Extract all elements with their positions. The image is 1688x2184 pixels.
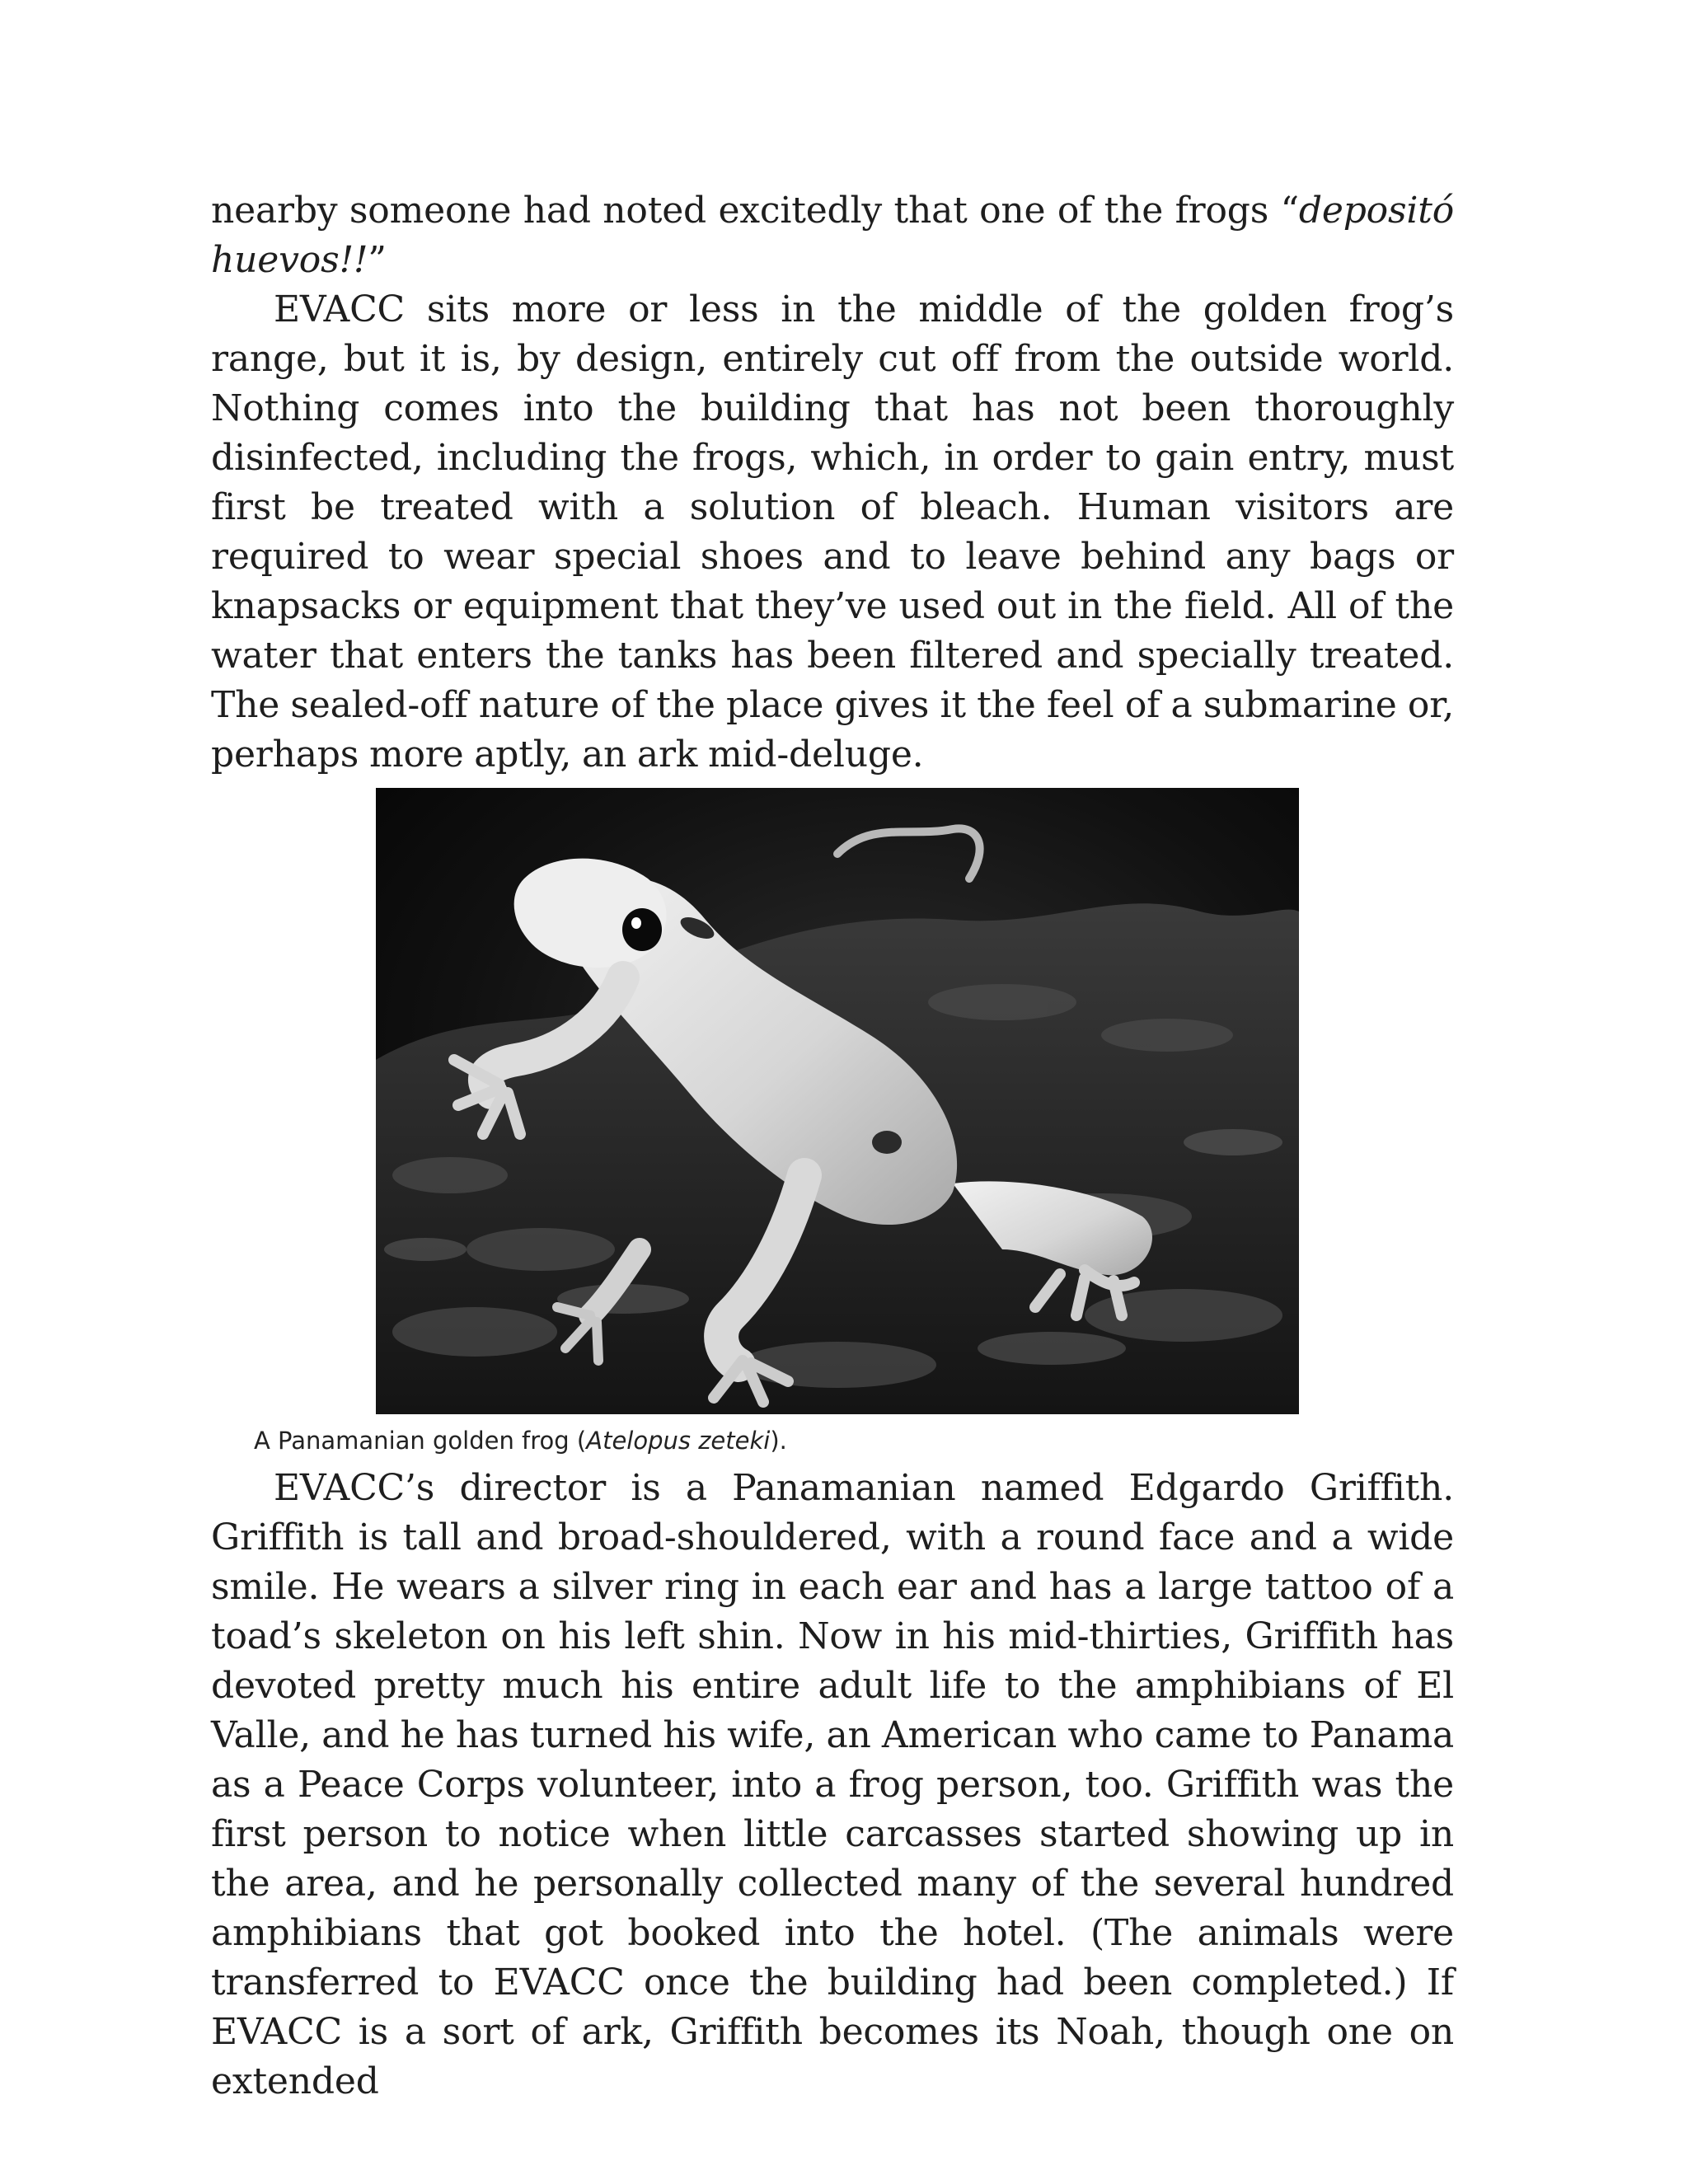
spanish-quote: depositó huevos!!: [211, 190, 1454, 281]
figure-caption: [254, 1426, 1454, 1455]
caption-species-name: Atelopus zeteki: [586, 1427, 771, 1455]
golden-frog-illustration: [376, 788, 1299, 1414]
paragraph-continued: [211, 186, 1454, 285]
closing-quote-mark: ”: [368, 239, 387, 281]
paragraph-griffith: EVACC’s director is a Panamanian named Edgardo Griffith. Griffith is tall and broad-shouldered, with a round face and a wide smile. He wears a silver ring in each ear and has a large tattoo of a toad’s skeleton on his left shin. Now in his mid-thirties, Griffith has devoted pretty much his entire adult life to the amphibians of El Valle, and he has turned his wife, an American who came to Panama as a Peace Corps volunteer, into a frog person, too. Griffith was the first person to notice when little carcasses started showing up in the area, and he personally collected many of the several hundred amphibians that got booked into the hotel. (The animals were transferred to EVACC once the building had been completed.) If EVACC is a sort of ark, Griffith becomes its Noah, though one on extended: [211, 1467, 1454, 2102]
paragraph-continued-text: nearby someone had noted excitedly that one of the frogs “: [211, 190, 1299, 232]
caption-text: A Panamanian golden frog (: [254, 1427, 587, 1455]
golden-frog-photo: [376, 788, 1299, 1414]
book-page: [211, 186, 1454, 2107]
caption-close: ).: [770, 1427, 787, 1455]
paragraph-evacc: EVACC sits more or less in the middle of the golden frog’s range, but it is, by design, entirely cut off from the outside world. Nothing comes into the building that has not been thoroughly disinfected, including the frogs, which, in order to gain entry, must first be treated with a solution of bleach. Human visitors are required to wear special shoes and to leave behind any bags or knapsacks or equipment that they’ve used out in the field. All of the water that enters the tanks has been filtered and specially treated. The sealed-off nature of the place gives it the feel of a submarine or, perhaps more aptly, an ark mid-deluge.: [211, 288, 1454, 776]
